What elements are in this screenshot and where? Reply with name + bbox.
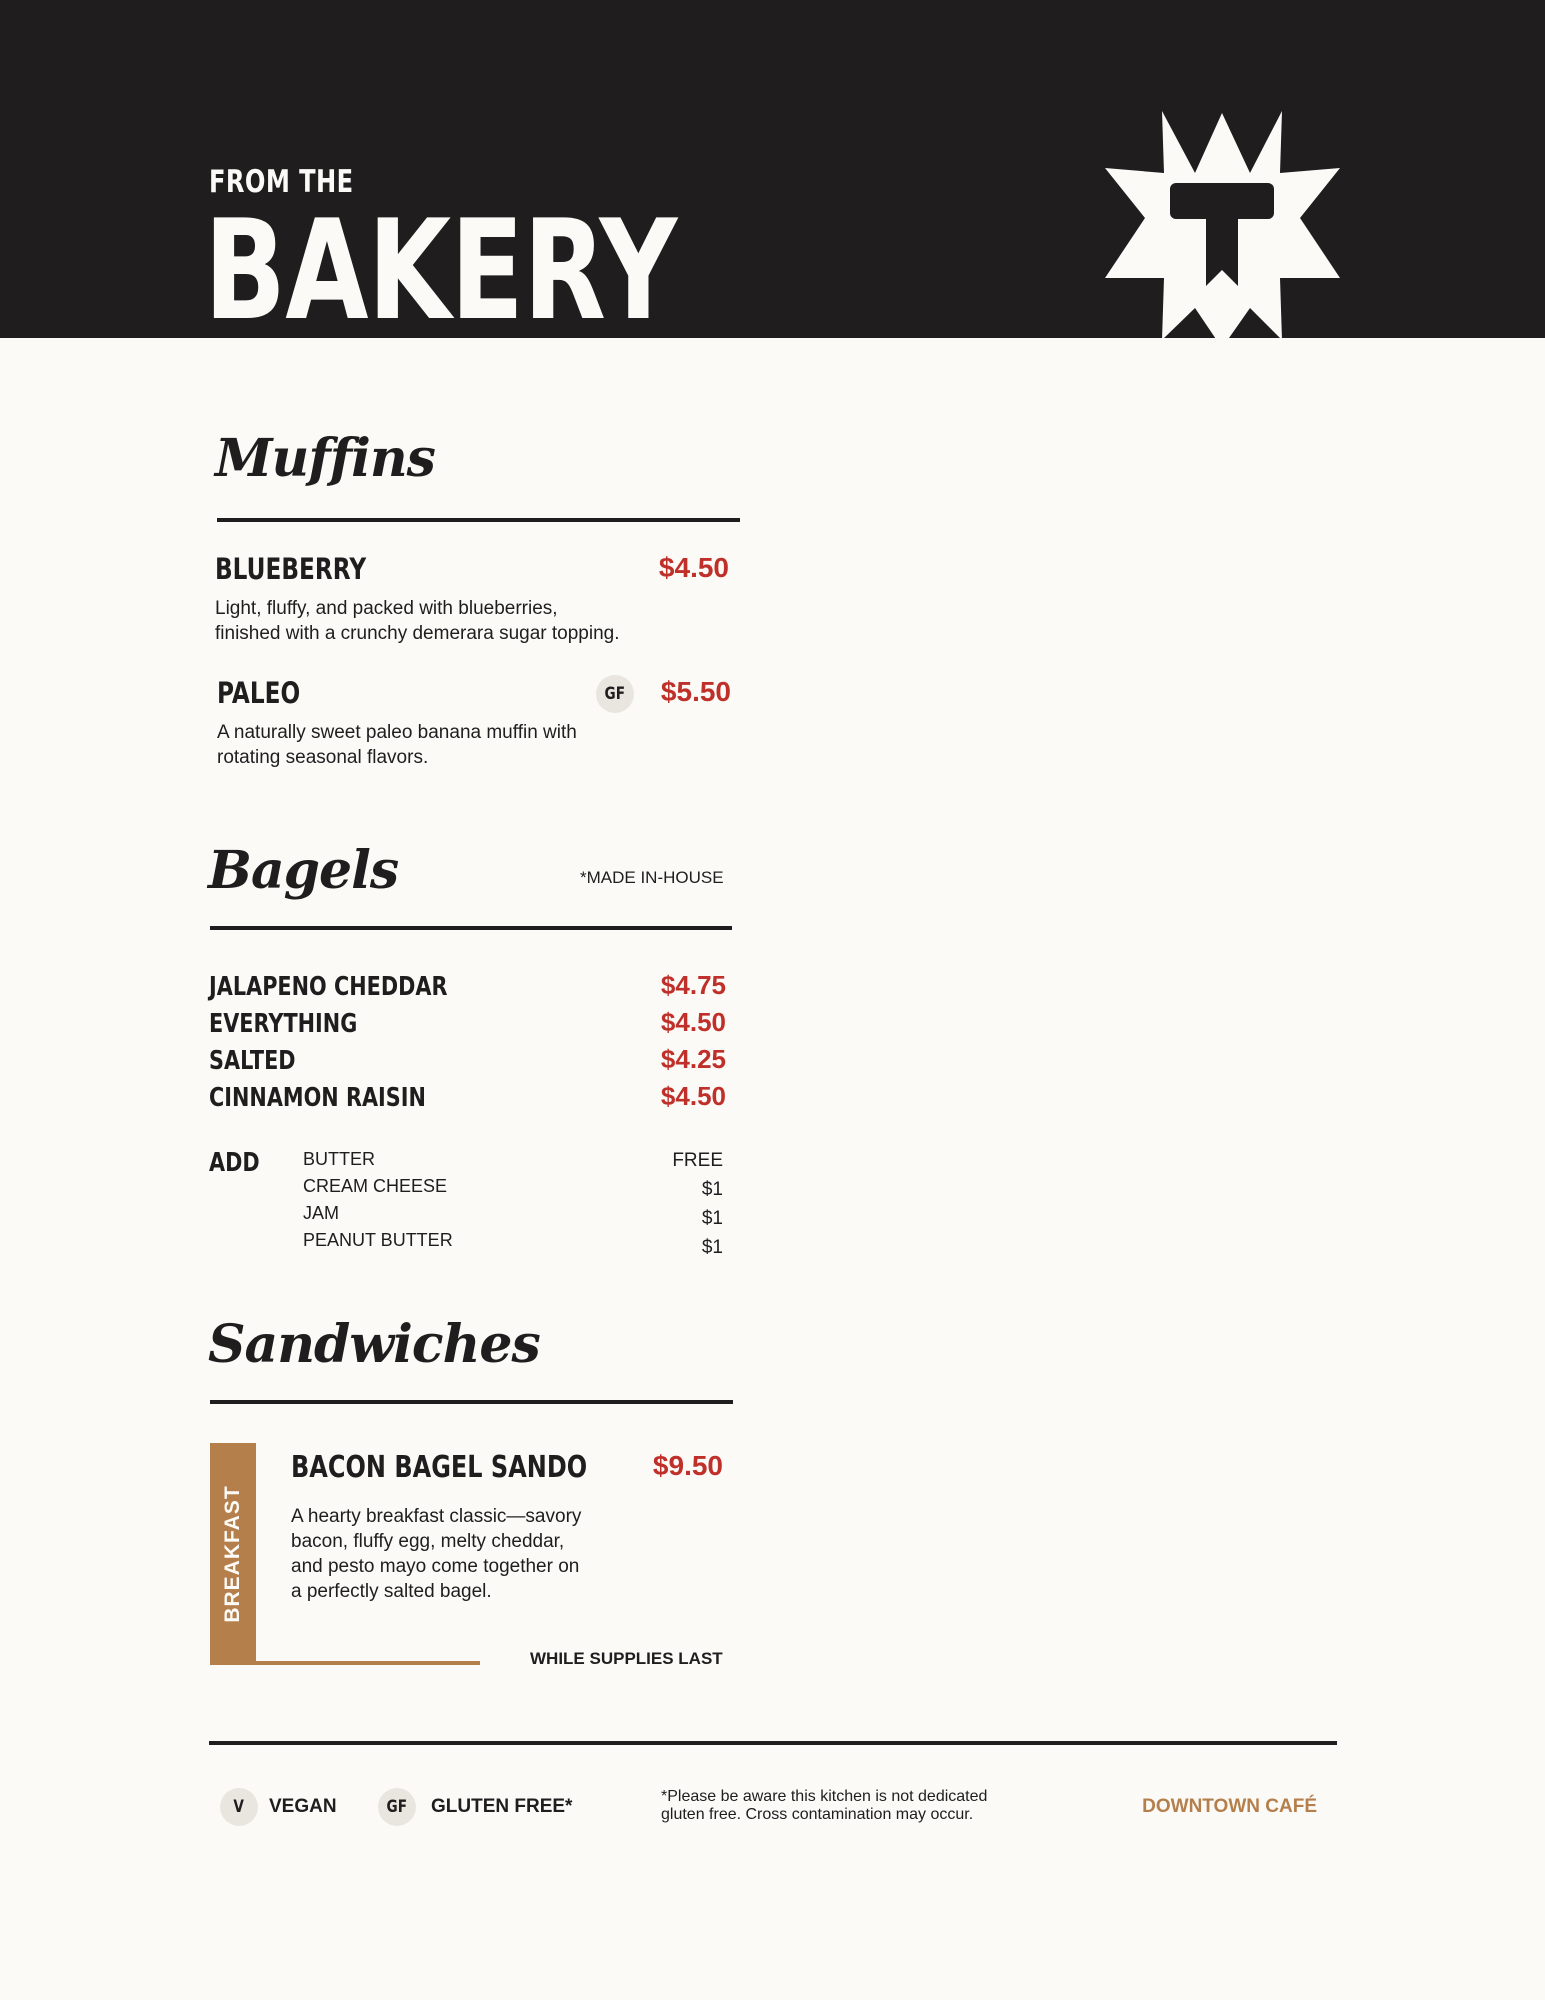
add-label: ADD: [209, 1148, 260, 1178]
bagel-price: $4.25: [660, 1044, 726, 1074]
header-band: [0, 0, 1545, 338]
gluten-disclaimer: *Please be aware this kitchen is not dedicated gluten free. Cross contamination may occur.: [661, 1788, 988, 1823]
section-title-bagels: Bagels: [208, 840, 399, 901]
addon-name: JAM: [303, 1203, 339, 1223]
bagel-price: $4.50: [660, 1007, 726, 1037]
legend-label-gluten-free: GLUTEN FREE*: [431, 1796, 573, 1817]
item-name-blueberry: BLUEBERRY: [215, 552, 367, 586]
star-t-logo-icon: [1100, 108, 1345, 338]
divider: [210, 1400, 733, 1404]
addon-prices: [672, 1150, 723, 1264]
addon-name: BUTTER: [303, 1149, 375, 1169]
header-kicker: FROM THE: [209, 164, 354, 200]
gluten-free-badge: GF: [596, 675, 634, 713]
breakfast-tag-label: BREAKFAST: [221, 1485, 244, 1623]
bagel-name: SALTED: [209, 1046, 296, 1076]
location-name: DOWNTOWN CAFÉ: [1142, 1796, 1317, 1817]
footer-divider: [209, 1741, 1337, 1745]
while-supplies-last-note: WHILE SUPPLIES LAST: [530, 1649, 723, 1668]
bagel-name: EVERYTHING: [209, 1009, 358, 1039]
divider: [217, 518, 740, 522]
addon-price: $1: [701, 1179, 723, 1200]
addon-names: [303, 1149, 453, 1257]
addon-name: CREAM CHEESE: [303, 1176, 448, 1196]
item-name-paleo: PALEO: [217, 676, 301, 710]
bagel-name: JALAPENO CHEDDAR: [209, 972, 448, 1002]
sandwich-desc: A hearty breakfast classic—savory bacon, fluffy egg, melty cheddar, and pesto mayo come together on a perfectly salted bagel.: [291, 1506, 582, 1602]
item-desc-blueberry: Light, fluffy, and packed with blueberries, finished with a crunchy demerara sugar topping.: [215, 598, 620, 644]
sandwich-name: BACON BAGEL SANDO: [291, 1450, 588, 1485]
bagel-price: $4.75: [660, 970, 726, 1000]
bagel-price: $4.50: [660, 1081, 726, 1111]
addon-price: $1: [701, 1237, 723, 1258]
gluten-free-badge: GF: [378, 1788, 416, 1826]
vegan-badge: V: [220, 1788, 258, 1826]
legend-label-vegan: VEGAN: [269, 1796, 337, 1817]
made-in-house-note: *MADE IN-HOUSE: [580, 868, 724, 887]
page-title: BAKERY: [204, 190, 677, 338]
addon-price: $1: [701, 1208, 723, 1229]
item-desc-paleo: A naturally sweet paleo banana muffin with rotating seasonal flavors.: [217, 722, 577, 768]
divider: [210, 926, 732, 930]
section-title-muffins: Muffins: [215, 428, 435, 489]
item-price-blueberry: $4.50: [658, 552, 729, 583]
section-title-sandwiches: Sandwiches: [208, 1314, 540, 1375]
addon-price: FREE: [672, 1150, 723, 1171]
breakfast-underline: [210, 1661, 480, 1665]
addon-name: PEANUT BUTTER: [303, 1230, 453, 1250]
bagel-name: CINNAMON RAISIN: [209, 1083, 426, 1113]
item-price-paleo: $5.50: [660, 676, 731, 707]
sandwich-price: $9.50: [652, 1450, 723, 1481]
